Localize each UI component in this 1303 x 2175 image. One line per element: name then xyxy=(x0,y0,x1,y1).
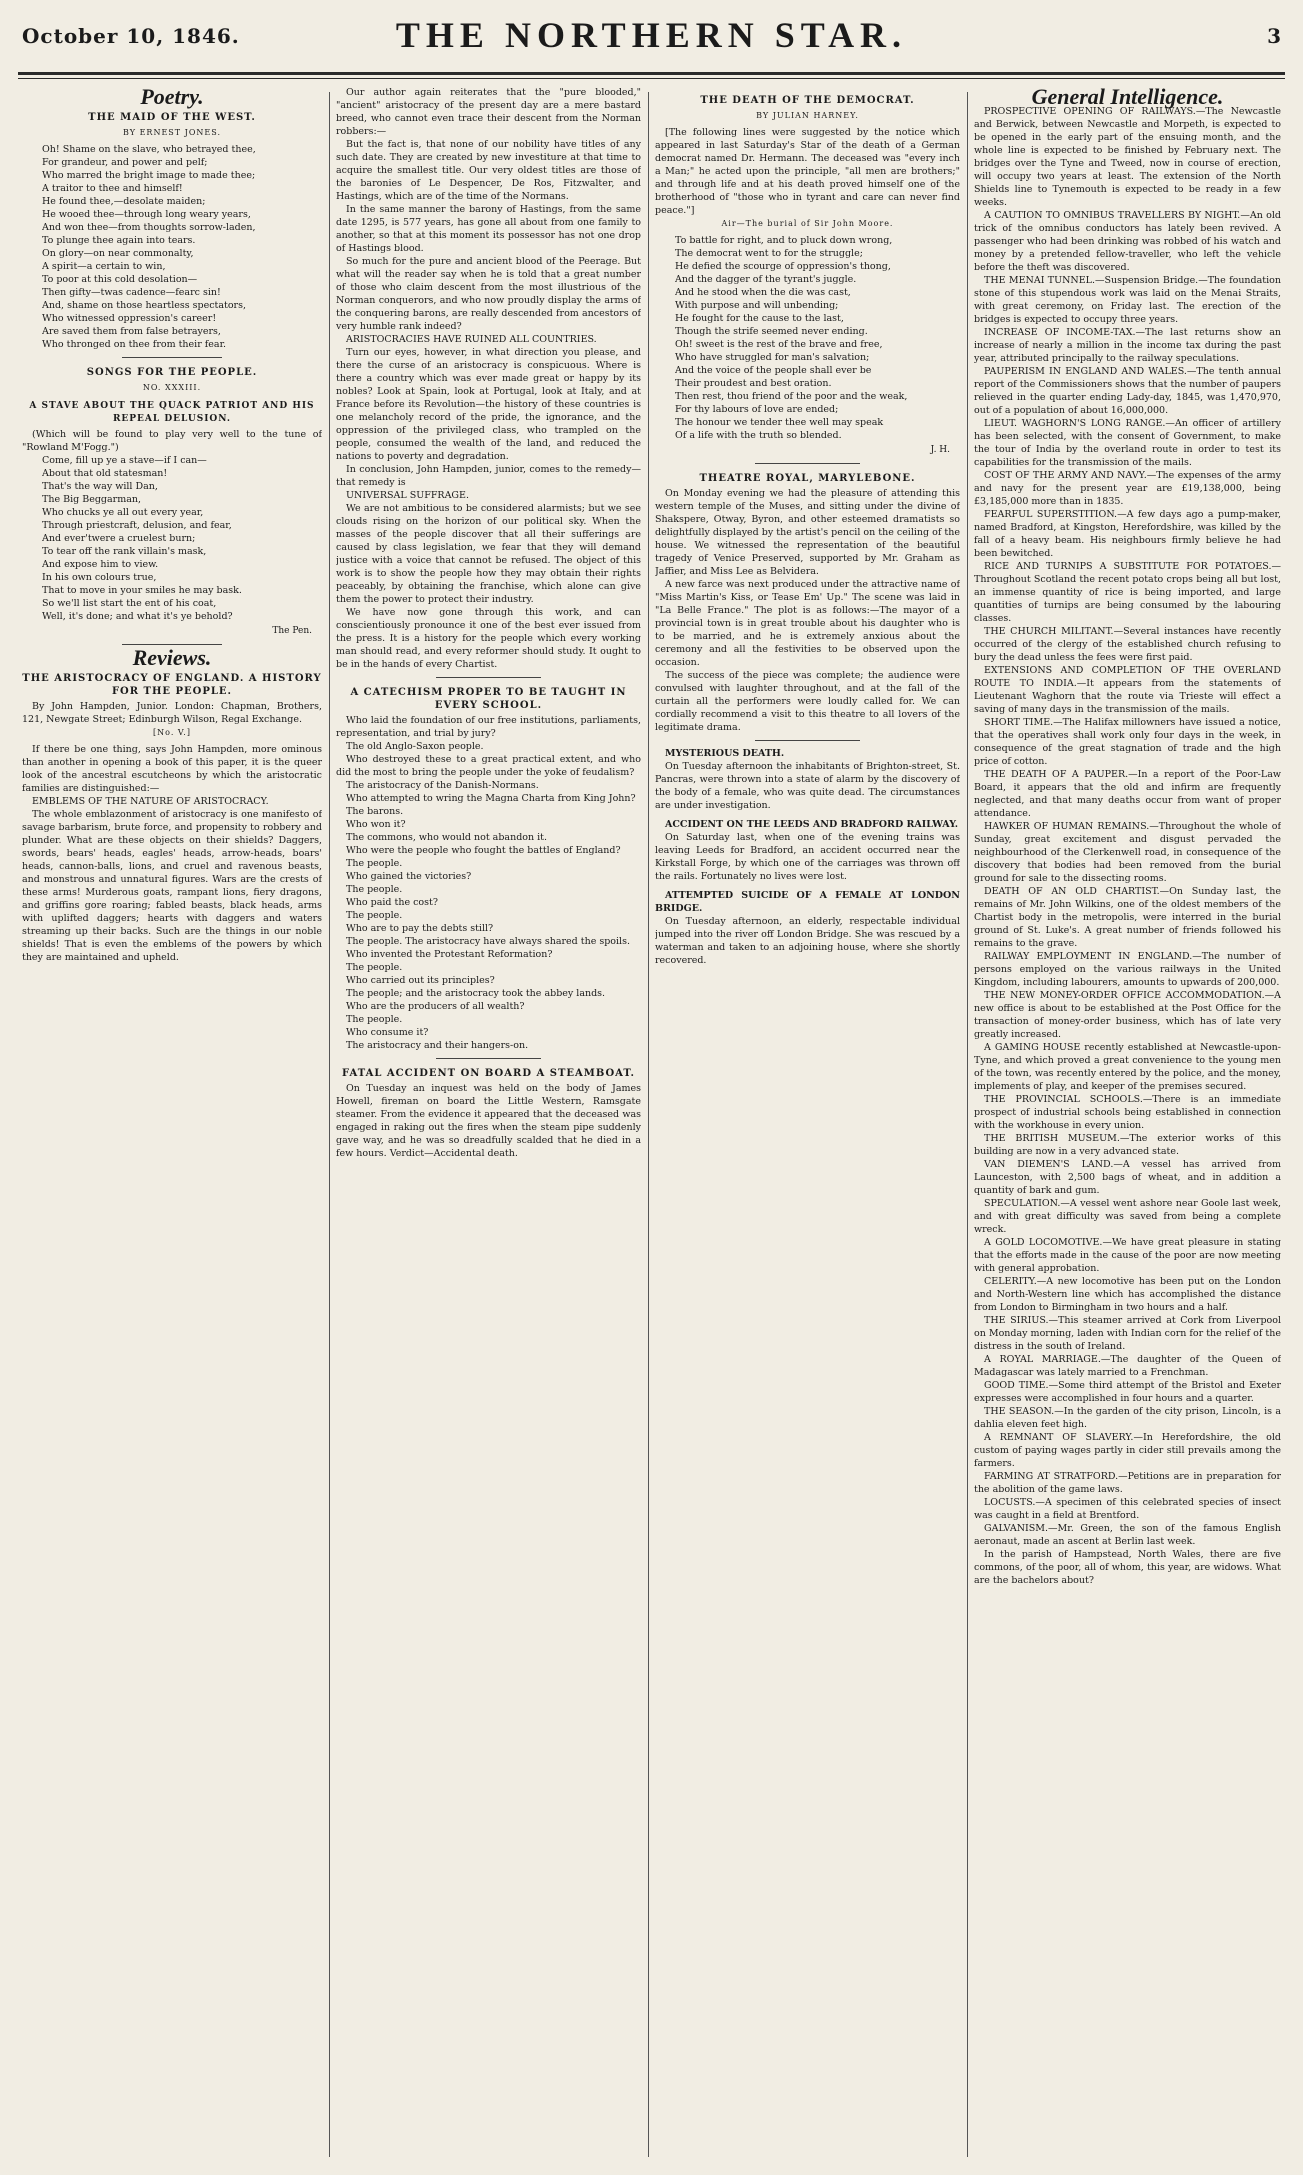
verse-line: To poor at this cold desolation— xyxy=(42,274,198,285)
verse-line: Who have struggled for man's salvation; xyxy=(675,352,870,363)
catechism-body xyxy=(336,714,641,1052)
poem-body xyxy=(22,143,322,351)
divider xyxy=(755,463,860,464)
verse-line: Well, it's done; and what it's ye behold? xyxy=(42,611,233,622)
paragraph: In the parish of Hampstead, North Wales, there are five commons, of the poor, all of whom, this year, are widows. What are the bachelors about? xyxy=(974,1549,1281,1586)
paragraph: RICE AND TURNIPS A SUBSTITUTE FOR POTATOES.—Throughout Scotland the recent potato crops being all but lost, an immense quantity of rice is being imported, and large quantities of turnips are being consumed by the labouring classes. xyxy=(974,561,1281,624)
column-4 xyxy=(974,86,1281,2161)
catechism-title: A CATECHISM PROPER TO BE TAUGHT IN EVERY SCHOOL. xyxy=(350,687,627,711)
verse-line: For thy labours of love are ended; xyxy=(675,404,839,415)
review-byline: By John Hampden, Junior. London: Chapman, Brothers, 121, Newgate Street; Edinburgh Wilson, Regal Exchange. xyxy=(22,701,322,725)
paragraph: The commons, who would not abandon it. xyxy=(346,832,548,843)
masthead-rule xyxy=(18,72,1285,75)
songs-number: NO. XXXIII. xyxy=(142,383,202,392)
paragraph: Who consume it? xyxy=(346,1027,429,1038)
verse-line: Their proudest and best oration. xyxy=(675,378,832,389)
paragraph: Who attempted to wring the Magna Charta from King John? xyxy=(346,793,636,804)
paragraph: A ROYAL MARRIAGE.—The daughter of the Queen of Madagascar was lately married to a Frenchman. xyxy=(974,1354,1281,1378)
paragraph: The people. xyxy=(346,910,403,921)
poem-author: BY ERNEST JONES. xyxy=(123,128,221,137)
masthead-rule-thin xyxy=(18,78,1285,79)
verse-line: In his own colours true, xyxy=(42,572,157,583)
general-intelligence-heading: General Intelligence. xyxy=(1031,86,1224,109)
songs-body xyxy=(22,454,322,623)
railway-accident-title: ACCIDENT ON THE LEEDS AND BRADFORD RAILWAY. xyxy=(665,819,959,830)
democrat-poem-author: BY JULIAN HARNEY. xyxy=(756,111,859,120)
verse-line: With purpose and will unbending; xyxy=(675,300,839,311)
paragraph: We are not ambitious to be considered alarmists; but we see clouds rising on the horizon of our political sky. When the masses of the people discover that all their sufferings are caused by class legislation, we fear that they will demand justice with a voice that cannot be refused. The object of this work is to show the people how they may obtain their rights peaceably, by obtaining the franchise, which alone can give them the power to protect their industry. xyxy=(336,503,641,605)
column-2 xyxy=(336,86,641,2161)
paragraph: The barons. xyxy=(346,806,404,817)
paragraph: Turn our eyes, however, in what direction you please, and there the curse of an aristocracy is conspicuous. Where is there a country which was ever made great or happy by its nobles? Look at Spain, look at Portugal, look at Italy, and at France before its Revolution—the history of these countries is one melancholy record of the pride, the ignorance, and the oppression of the privileged class, who trampled on the people, consumed the wealth of the land, and reduced the nations to poverty and degradation. xyxy=(336,347,641,462)
paragraph: THE PROVINCIAL SCHOOLS.—There is an immediate prospect of industrial schools being established in connection with the workhouse in every union. xyxy=(974,1094,1281,1131)
paragraph: A GOLD LOCOMOTIVE.—We have great pleasure in stating that the efforts made in the cause of the poor are now meeting with general approbation. xyxy=(974,1237,1281,1274)
review-title: THE ARISTOCRACY OF ENGLAND. A HISTORY FOR THE PEOPLE. xyxy=(22,673,322,697)
mysterious-death-title: MYSTERIOUS DEATH. xyxy=(665,748,785,759)
verse-line: The honour we tender thee well may speak xyxy=(675,417,884,428)
divider xyxy=(436,1058,541,1059)
paragraph: GOOD TIME.—Some third attempt of the Bristol and Exeter expresses were accomplished in four hours and a quarter. xyxy=(974,1380,1281,1404)
reviews-section-heading: Reviews. xyxy=(132,645,212,670)
masthead xyxy=(0,0,1303,92)
songs-subtitle: A STAVE ABOUT THE QUACK PATRIOT AND HIS REPEAL DELUSION. xyxy=(29,401,315,424)
verse-line: The Big Beggarman, xyxy=(42,494,141,505)
paragraph: Who invented the Protestant Reformation? xyxy=(346,949,553,960)
paragraph: So much for the pure and ancient blood of the Peerage. But what will the reader say when he is told that a great number of those who claim descent from the most illustrious of the Norman conquerors, and who now proudly display the arms of the conquering barons, are really descended from ancestors of very humble rank indeed? xyxy=(336,256,641,332)
verse-line: He wooed thee—through long weary years, xyxy=(42,209,251,220)
paragraph: GALVANISM.—Mr. Green, the son of the famous English aeronaut, made an ascent at Berlin last week. xyxy=(974,1523,1281,1547)
songs-note: (Which will be found to play very well to the tune of "Rowland M'Fogg.") xyxy=(22,429,322,453)
attempted-suicide-text: On Tuesday afternoon, an elderly, respectable individual jumped into the river off London Bridge. She was rescued by a waterman and taken to an adjoining house, where she shortly recovered. xyxy=(655,916,960,966)
paragraph: We have now gone through this work, and can conscientiously pronounce it one of the best ever issued from the press. It is a history for the people which every working man should read, and every reformer should study. It ought to be in the hands of every Chartist. xyxy=(336,607,641,670)
general-intelligence-body xyxy=(974,105,1281,1587)
paragraph: A new farce was next produced under the attractive name of "Miss Martin's Kiss, or Tease Em' Up." The scene was laid in "La Belle France." The plot is as follows:—The mayor of a provincial town is in great trouble about his daughter who is to be married, and he is extremely anxious about the ceremony and all the festivities to be observed upon the occasion. xyxy=(655,579,960,668)
paragraph: SHORT TIME.—The Halifax millowners have issued a notice, that the operatives shall work only four days in the week, in consequence of the great stagnation of trade and the high price of cotton. xyxy=(974,717,1281,767)
verse-line: Come, fill up ye a stave—if I can— xyxy=(42,455,207,466)
paragraph: The aristocracy and their hangers-on. xyxy=(346,1040,529,1051)
newspaper-title: THE NORTHERN STAR. xyxy=(395,15,908,55)
verse-line: Who thronged on thee from their fear. xyxy=(42,339,227,350)
paragraph: UNIVERSAL SUFFRAGE. xyxy=(346,490,469,501)
democrat-poem-air: Air—The burial of Sir John Moore. xyxy=(721,219,894,228)
paragraph: Who carried out its principles? xyxy=(346,975,495,986)
paragraph: A GAMING HOUSE recently established at Newcastle-upon-Tyne, and which proved a great convenience to the young men of the town, was recently entered by the police, and the money, implements of play, and keeper of the premises secured. xyxy=(974,1042,1281,1092)
paragraph: The people. xyxy=(346,858,403,869)
paragraph: Who destroyed these to a great practical extent, and who did the most to bring the people under the yoke of feudalism? xyxy=(336,754,641,778)
verse-line: And, shame on those heartless spectators, xyxy=(42,300,246,311)
verse-line: To plunge thee again into tears. xyxy=(42,235,196,246)
paragraph: The people; and the aristocracy took the abbey lands. xyxy=(346,988,606,999)
paragraph: Who are the producers of all wealth? xyxy=(346,1001,525,1012)
verse-line: Oh! sweet is the rest of the brave and free, xyxy=(675,339,883,350)
democrat-poem-note: [The following lines were suggested by the notice which appeared in last Saturday's Star of the death of a German democrat named Dr. Hermann. The deceased was "every inch a Man;" he acted upon the principle, "all men are brothers;" and through life and at his death proved himself one of the brotherhood of "those who in tyrant and care can never find peace."] xyxy=(655,127,960,216)
verse-line: Are saved them from false betrayers, xyxy=(42,326,221,337)
column-divider xyxy=(648,92,649,2157)
paragraph: Who laid the foundation of our free institutions, parliaments, representation, and trial by jury? xyxy=(336,715,641,739)
verse-line: Though the strife seemed never ending. xyxy=(675,326,868,337)
paragraph: LIEUT. WAGHORN'S LONG RANGE.—An officer of artillery has been selected, with the consent of Government, to make the tour of India by the overland route in order to test its capabilities for the transmission of the mails. xyxy=(974,418,1281,468)
paragraph: The people. xyxy=(346,962,403,973)
column-divider xyxy=(329,92,330,2157)
theatre-title: THEATRE ROYAL, MARYLEBONE. xyxy=(699,473,916,484)
paragraph: A CAUTION TO OMNIBUS TRAVELLERS BY NIGHT.—An old trick of the omnibus conductors has lately been revived. A passenger who had been drinking was robbed of his watch and money by a pretended fellow-traveller, who left the vehicle before the theft was discovered. xyxy=(974,210,1281,273)
verse-line: And ever'twere a cruelest burn; xyxy=(42,533,196,544)
mysterious-death-text: On Tuesday afternoon the inhabitants of Brighton-street, St. Pancras, were thrown into a state of alarm by the discovery of the body of a female, who was quite dead. The circumstances are under investigation. xyxy=(655,761,960,811)
paragraph: HAWKER OF HUMAN REMAINS.—Throughout the whole of Sunday, great excitement and disgust pervaded the neighbourhood of the Clerkenwell road, in consequence of the discovery that bodies had been removed from the burial ground for sale to the dissecting rooms. xyxy=(974,821,1281,884)
aristocracy-article-body xyxy=(336,86,641,671)
paragraph: Who were the people who fought the battles of England? xyxy=(346,845,621,856)
verse-line: And the dagger of the tyrant's juggle. xyxy=(675,274,857,285)
issue-date: October 10, 1846. xyxy=(22,24,240,48)
verse-line: A traitor to thee and himself! xyxy=(42,183,183,194)
songs-title: SONGS FOR THE PEOPLE. xyxy=(86,367,258,378)
column-3 xyxy=(655,86,960,2161)
paragraph: THE BRITISH MUSEUM.—The exterior works of this building are now in a very advanced state. xyxy=(974,1133,1281,1157)
review-number: [No. V.] xyxy=(153,728,191,737)
verse-line: That's the way will Dan, xyxy=(42,481,158,492)
verse-line: He defied the scourge of oppression's thong, xyxy=(675,261,891,272)
paragraph: The whole emblazonment of aristocracy is one manifesto of savage barbarism, brute force, and propensity to robbery and plunder. What are these objects on their shields? Daggers, swords, bears' heads, eagles' heads, arrow-heads, boars' heads, cannon-balls, lions, and cruel and ravenous beasts, and monstrous and unnatural figures. Wars are the crests of these arms! Murderous goats, rampant lions, fiery dragons, and griffins gore roaring; fabled beasts, black heads, arms with uplifted daggers; hearts with daggers and waters streaming up their backs. Such are the things in our noble shields! That is even the emblems of the powers by which they are maintained and upheld. xyxy=(22,809,322,963)
verse-line: For grandeur, and power and pelf; xyxy=(42,157,208,168)
verse-line: Who witnessed oppression's career! xyxy=(42,313,217,324)
verse-line: And he stood when the die was cast, xyxy=(675,287,851,298)
paragraph: EMBLEMS OF THE NATURE OF ARISTOCRACY. xyxy=(32,796,269,807)
paragraph: ARISTOCRACIES HAVE RUINED ALL COUNTRIES. xyxy=(346,334,597,345)
paragraph: THE SEASON.—In the garden of the city prison, Lincoln, is a dahlia eleven feet high. xyxy=(974,1406,1281,1430)
review-body xyxy=(22,743,322,964)
paragraph: Our author again reiterates that the "pure blooded," "ancient" aristocracy of the present day are a mere bastard breed, who cannot even trace their descent from the Norman robbers:— xyxy=(336,87,641,137)
verse-line: About that old statesman! xyxy=(42,468,168,479)
verse-line: Through priestcraft, delusion, and fear, xyxy=(42,520,232,531)
paragraph: THE SIRIUS.—This steamer arrived at Cork from Liverpool on Monday morning, laden with Indian corn for the relief of the distress in the south of Ireland. xyxy=(974,1315,1281,1352)
verse-line: Oh! Shame on the slave, who betrayed thee, xyxy=(42,144,256,155)
paragraph: Who won it? xyxy=(346,819,406,830)
verse-line: Who chucks ye all out every year, xyxy=(42,507,204,518)
democrat-poem-signature: J. H. xyxy=(930,445,950,455)
verse-line: Of a life with the truth so blended. xyxy=(675,430,842,441)
paragraph: EXTENSIONS AND COMPLETION OF THE OVERLAND ROUTE TO INDIA.—It appears from the statements of Lieutenant Waghorn that the route via Trieste will effect a saving of many days in the transmission of the mails. xyxy=(974,665,1281,715)
verse-line: Who marred the bright image to made thee; xyxy=(42,170,256,181)
column-1 xyxy=(22,86,322,2161)
fatal-accident-title: FATAL ACCIDENT ON BOARD A STEAMBOAT. xyxy=(341,1068,636,1079)
democrat-poem-body xyxy=(655,234,960,442)
poem-title: THE MAID OF THE WEST. xyxy=(88,112,256,123)
paragraph: CELERITY.—A new locomotive has been put on the London and North-Western line which has accomplished the distance from London to Birmingham in two hours and a half. xyxy=(974,1276,1281,1313)
divider xyxy=(755,740,860,741)
paragraph: The success of the piece was complete; the audience were convulsed with laughter throughout, and at the fall of the curtain all the performers were loudly called for. We can cordially recommend a visit to this theatre to all lovers of the legitimate drama. xyxy=(655,670,960,733)
verse-line: And the voice of the people shall ever be xyxy=(675,365,872,376)
divider xyxy=(122,357,222,358)
paragraph: Who gained the victories? xyxy=(346,871,472,882)
paragraph: LOCUSTS.—A specimen of this celebrated species of insect was caught in a field at Brentford. xyxy=(974,1497,1281,1521)
verse-line: And won thee—from thoughts sorrow-laden, xyxy=(42,222,256,233)
paragraph: If there be one thing, says John Hampden, more ominous than another in opening a book of this paper, it is the queer look of the ancestral escutcheons by which the aristocratic families are distinguished:— xyxy=(22,744,322,794)
paragraph: A REMNANT OF SLAVERY.—In Herefordshire, the old custom of paying wages partly in cider still prevails among the farmers. xyxy=(974,1432,1281,1469)
paragraph: PAUPERISM IN ENGLAND AND WALES.—The tenth annual report of the Commissioners shows that the number of paupers relieved in the quarter ending Lady-day, 1845, was 1,470,970, out of a population of about 16,000,000. xyxy=(974,366,1281,416)
attempted-suicide-title: ATTEMPTED SUICIDE OF A FEMALE AT LONDON BRIDGE. xyxy=(655,890,960,914)
paragraph: COST OF THE ARMY AND NAVY.—The expenses of the army and navy for the present year are £19,138,000, being £3,185,000 more than in 1835. xyxy=(974,470,1281,507)
verse-line: To tear off the rank villain's mask, xyxy=(42,546,207,557)
railway-accident-text: On Saturday last, when one of the evening trains was leaving Leeds for Bradford, an accident occurred near the Kirkstall Forge, by which one of the carriages was thrown off the rails. Fortunately no lives were lost. xyxy=(655,832,960,882)
theatre-body xyxy=(655,487,960,734)
songs-signature: The Pen. xyxy=(272,626,312,636)
paragraph: Who are to pay the debts still? xyxy=(346,923,494,934)
paragraph: SPECULATION.—A vessel went ashore near Goole last week, and with great difficulty was saved from being a complete wreck. xyxy=(974,1198,1281,1235)
page-number: 3 xyxy=(1267,24,1281,48)
verse-line: To battle for right, and to pluck down wrong, xyxy=(675,235,893,246)
paragraph: The aristocracy of the Danish-Normans. xyxy=(346,780,539,791)
paragraph: The people. xyxy=(346,1014,403,1025)
paragraph: On Monday evening we had the pleasure of attending this western temple of the Muses, and sitting under the divine of Shakspere, Otway, Byron, and other esteemed dramatists so delightfully displayed by the artist's pencil on the ceiling of the house. We witnessed the representation of the beautiful tragedy of Venice Preserved, supported by Mr. Graham as Jaffier, and Miss Lee as Belvidera. xyxy=(655,488,960,577)
paragraph: The people. The aristocracy have always shared the spoils. xyxy=(346,936,630,947)
paragraph: In conclusion, John Hampden, junior, comes to the remedy—that remedy is xyxy=(336,464,641,488)
paragraph: Who paid the cost? xyxy=(346,897,438,908)
verse-line: He found thee,—desolate maiden; xyxy=(42,196,206,207)
verse-line: That to move in your smiles he may bask. xyxy=(42,585,242,596)
paragraph: THE MENAI TUNNEL.—Suspension Bridge.—The foundation stone of this stupendous work was laid on the Menai Straits, with great ceremony, on Friday last. The erection of the bridges is expected to occupy three years. xyxy=(974,275,1281,325)
paragraph: VAN DIEMEN'S LAND.—A vessel has arrived from Launceston, with 2,500 bags of wheat, and in addition a quantity of bark and gum. xyxy=(974,1159,1281,1196)
paragraph: But the fact is, that none of our nobility have titles of any such date. They are created by new investiture at that time to acquire the smallest title. Our very oldest titles are those of the baronies of Le Despencer, De Ros, Fitzwalter, and Hastings, which are of the time of the Normans. xyxy=(336,139,641,202)
paragraph: INCREASE OF INCOME-TAX.—The last returns show an increase of nearly a million in the income tax during the past year, attributed principally to the railway speculations. xyxy=(974,327,1281,364)
verse-line: So we'll list start the ent of his coat, xyxy=(42,598,217,609)
democrat-poem-title: THE DEATH OF THE DEMOCRAT. xyxy=(700,95,915,106)
paragraph: PROSPECTIVE OPENING OF RAILWAYS.—The Newcastle and Berwick, between Newcastle and Morpeth, is expected to be opened in the early part of the ensuing month, and the whole line is expected to be finished by February next. The bridges over the Tyne and Tweed, now in course of erection, will occupy two years at least. The extension of the North Shields line to Tynemouth is expected to be ready in a few weeks. xyxy=(974,106,1281,208)
paragraph: DEATH OF AN OLD CHARTIST.—On Sunday last, the remains of Mr. John Wilkins, one of the oldest members of the Chartist body in the metropolis, were interred in the burial ground of St. Luke's. A great number of friends followed his remains to the grave. xyxy=(974,886,1281,949)
paragraph: RAILWAY EMPLOYMENT IN ENGLAND.—The number of persons employed on the various railways in the United Kingdom, including labourers, amounts to upwards of 200,000. xyxy=(974,951,1281,988)
paragraph: FARMING AT STRATFORD.—Petitions are in preparation for the abolition of the game laws. xyxy=(974,1471,1281,1495)
paragraph: THE NEW MONEY-ORDER OFFICE ACCOMMODATION.—A new office is about to be established at the Post Office for the transaction of money-order business, which has of late very greatly increased. xyxy=(974,990,1281,1040)
paragraph: The people. xyxy=(346,884,403,895)
paragraph: THE DEATH OF A PAUPER.—In a report of the Poor-Law Board, it appears that the old and infirm are frequently neglected, and that many deaths occur from want of proper attendance. xyxy=(974,769,1281,819)
verse-line: The democrat went to for the struggle; xyxy=(675,248,863,259)
paragraph: In the same manner the barony of Hastings, from the same date 1295, is 577 years, has gone all about from one family to another, so that at this moment its possessor has not one drop of Hastings blood. xyxy=(336,204,641,254)
verse-line: And expose him to view. xyxy=(42,559,159,570)
verse-line: Then gifty—twas cadence—fearc sin! xyxy=(42,287,221,298)
poetry-section-heading: Poetry. xyxy=(140,86,204,109)
verse-line: Then rest, thou friend of the poor and the weak, xyxy=(675,391,908,402)
verse-line: On glory—on near commonalty, xyxy=(42,248,194,259)
paragraph: FEARFUL SUPERSTITION.—A few days ago a pump-maker, named Bradford, at Kingston, Herefordshire, was killed by the fall of a heavy beam. His neighbours firmly believe he had been bewitched. xyxy=(974,509,1281,559)
paragraph: The old Anglo-Saxon people. xyxy=(346,741,484,752)
verse-line: A spirit—a certain to win, xyxy=(42,261,166,272)
paragraph: THE CHURCH MILITANT.—Several instances have recently occurred of the clergy of the established church refusing to bury the dead unless the fees were first paid. xyxy=(974,626,1281,663)
column-divider xyxy=(967,92,968,2157)
verse-line: He fought for the cause to the last, xyxy=(675,313,844,324)
divider xyxy=(436,677,541,678)
fatal-accident-text: On Tuesday an inquest was held on the body of James Howell, fireman on board the Little Western, Ramsgate steamer. From the evidence it appeared that the deceased was engaged in raking out the fires when the steam pipe suddenly gave way, and he was so dreadfully scalded that he died in a few hours. Verdict—Accidental death. xyxy=(336,1083,641,1159)
